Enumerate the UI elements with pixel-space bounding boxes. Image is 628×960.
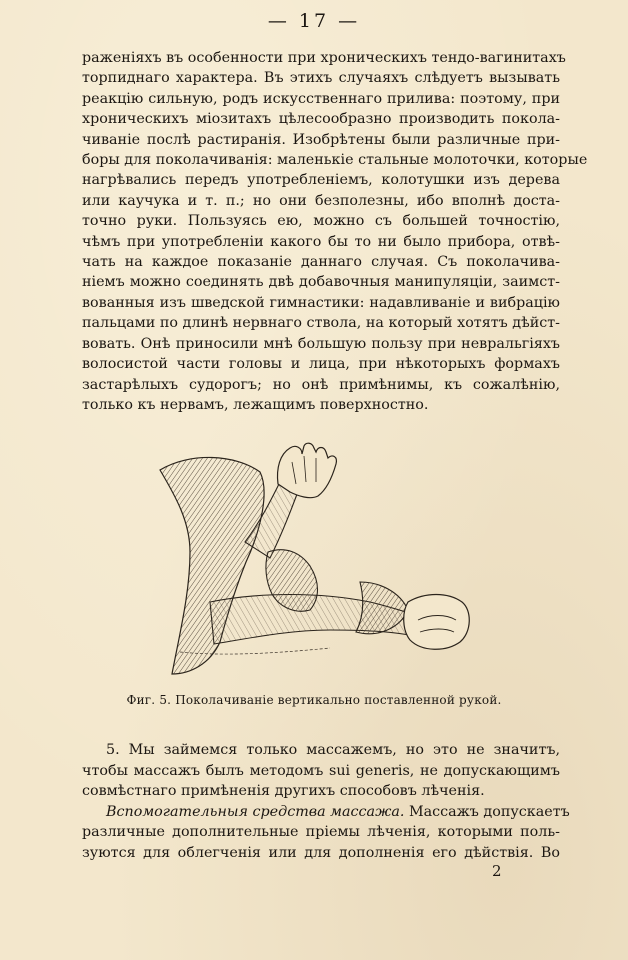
text-line: 5. Мы займемся только массажемъ, но это не значитъ,: [106, 742, 560, 758]
text-line: чиваніе послѣ растиранія. Изобрѣтены были различные при-: [82, 131, 560, 148]
text-line: чать на каждое показаніе даннаго случая. Съ поколачива-: [82, 254, 560, 271]
section-heading: Вспомогательныя средства массажа.: [106, 803, 405, 820]
text-line: хроническихъ міозитахъ цѣлесообразно производить покола-: [82, 111, 560, 128]
text-line: нагрѣвались передъ употребленіемъ, колотушки изъ дерева: [82, 172, 560, 189]
text-line: вованныя изъ шведской гимнастики: надавливаніе и вибрацію: [82, 294, 560, 311]
text-line: точно руки. Пользуясь ею, можно съ большей точностію,: [82, 213, 560, 230]
fist: [404, 595, 470, 650]
paragraph-percussion: [82, 48, 588, 415]
text-line: чтобы массажъ былъ методомъ sui generis, не допускающимъ: [82, 762, 560, 779]
sleeve-shape: [160, 457, 264, 674]
text-line: реакцію сильную, родъ искусственнаго прилива: поэтому, при: [82, 90, 560, 107]
signature-mark: 2: [492, 862, 502, 880]
text-line-with-heading: [82, 802, 570, 823]
figure-caption: Фиг. 5. Поколачиваніе вертикально поставленной рукой.: [126, 693, 502, 707]
text-line: волосистой части головы и лица, при нѣкоторыхъ формахъ: [82, 356, 560, 373]
text-line: вовать. Онѣ приносили мнѣ большую пользу при невральгіяхъ: [82, 335, 560, 352]
paragraph-massage-method: [82, 740, 570, 864]
text-line: ніемъ можно соединять двѣ добавочныя манипуляціи, заимст-: [82, 274, 560, 291]
text-line: различные дополнительные пріемы лѣченія, которыми поль-: [82, 824, 560, 841]
text-line: только къ нервамъ, лежащимъ поверхностно.: [82, 396, 429, 413]
striking-hand: [278, 443, 337, 497]
text-line: или каучука и т. п.; но они безполезны, ибо вполнѣ доста-: [82, 192, 560, 209]
text-line: боры для поколачиванія: маленькіе стальные молоточки, которые: [82, 152, 588, 169]
page-number: — 17 —: [267, 10, 361, 32]
text-line: застарѣлыхъ судорогъ; но онѣ примѣнимы, къ сожалѣнію,: [82, 376, 560, 393]
text-fragment: Массажъ допускаетъ: [408, 803, 570, 820]
percussion-illustration: [150, 442, 480, 682]
text-line: совмѣстнаго примѣненія другихъ способовъ лѣченія.: [82, 783, 485, 800]
text-line: раженіяхъ въ особенности при хроническихъ тендо-вагинитахъ: [82, 50, 566, 66]
text-line: пальцами по длинѣ нервнаго ствола, на который хотятъ дѣйст-: [82, 315, 560, 332]
text-line: чѣмъ при употребленіи какого бы то ни было прибора, отвѣ-: [82, 233, 560, 250]
text-line: торпиднаго характера. Въ этихъ случаяхъ слѣдуетъ вызывать: [82, 70, 560, 87]
text-line: зуются для облегченія или для дополненія его дѣйствія. Во: [82, 844, 560, 861]
